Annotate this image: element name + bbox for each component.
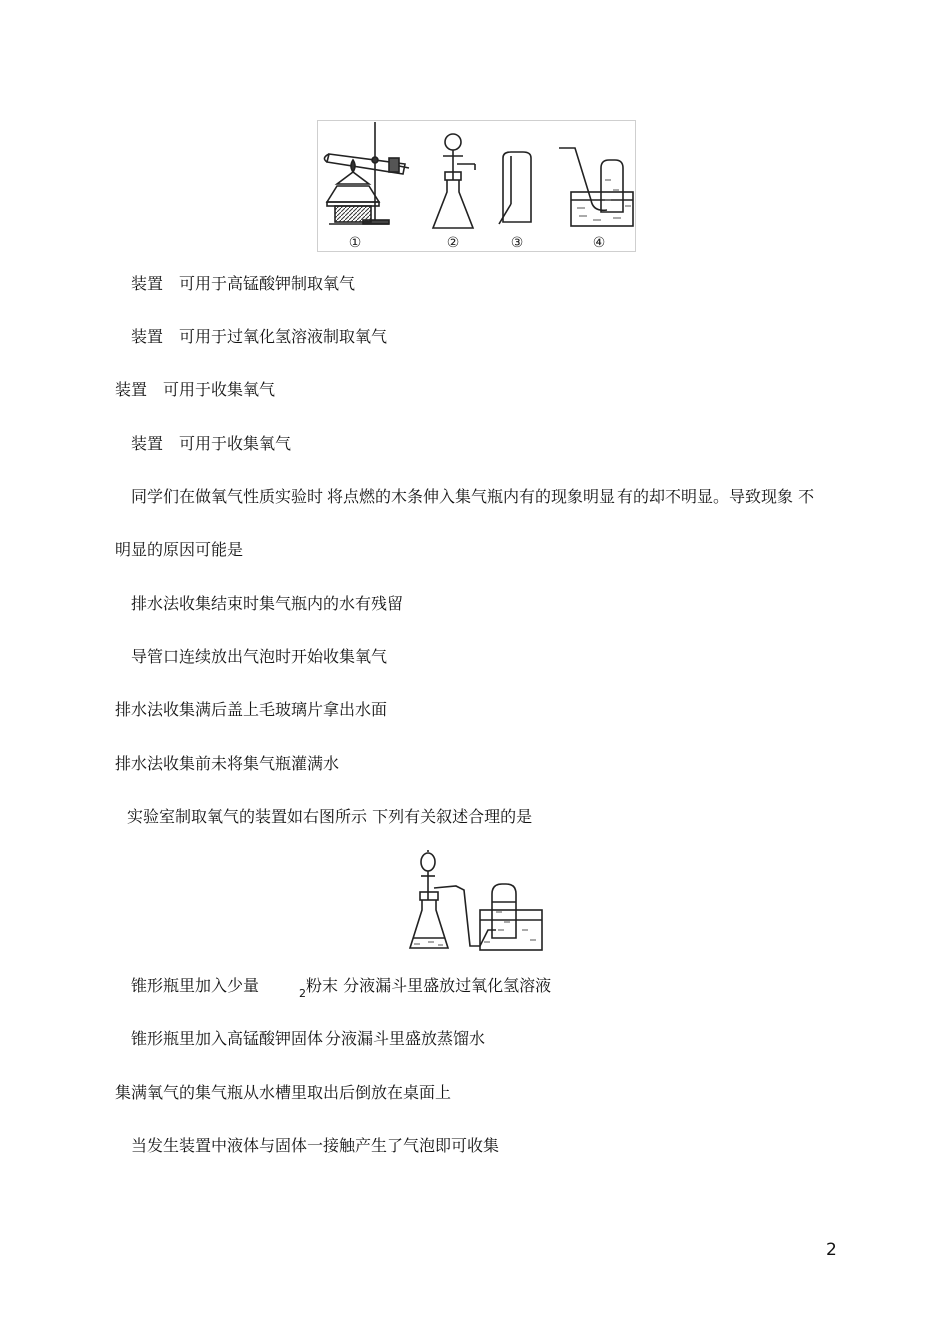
q3-option-d: 当发生装置中液体与固体一接触产生了气泡即可收集 — [131, 1136, 500, 1155]
apparatus-figure — [317, 120, 636, 252]
q2-option-d: 排水法收集前未将集气瓶灌满水 — [115, 754, 340, 773]
q3-option-a — [131, 976, 551, 998]
oxygen-prep-apparatus-figure — [408, 850, 544, 954]
q1-option-b: 装置 可用于过氧化氢溶液制取氧气 — [131, 327, 388, 346]
label-2: ② — [446, 235, 460, 251]
q1-option-c: 装置 可用于收集氧气 — [115, 380, 276, 399]
q3-option-b-part2: 分液漏斗里盛放蒸馏水 — [325, 1029, 486, 1048]
q3-option-c: 集满氧气的集气瓶从水槽里取出后倒放在桌面上 — [115, 1083, 452, 1102]
q2-stem-line1-a: 同学们在做氧气性质实验时 — [131, 487, 324, 506]
label-4: ④ — [592, 235, 606, 251]
q2-stem-line1-b: 将点燃的木条伸入集气瓶内 — [327, 487, 520, 506]
label-1: ① — [348, 235, 362, 251]
q3-option-a-subscript: 2 — [299, 987, 307, 1000]
q1-option-a: 装置 可用于高锰酸钾制取氧气 — [131, 274, 356, 293]
label-3: ③ — [510, 235, 524, 251]
q1-option-d: 装置 可用于收集氧气 — [131, 434, 292, 453]
q3-option-b-part1: 锥形瓶里加入高锰酸钾固体 — [131, 1029, 324, 1048]
q3-stem: 实验室制取氧气的装置如右图所示 下列有关叙述合理的是 — [127, 807, 533, 826]
q2-stem-line1-c: 有的现象明显 — [519, 487, 616, 506]
q3-option-a-part2: 粉末 分液漏斗里盛放过氧化氢溶液 — [306, 976, 552, 995]
q2-option-a: 排水法收集结束时集气瓶内的水有残留 — [131, 594, 404, 613]
q3-option-a-part1: 锥形瓶里加入少量 — [131, 976, 260, 995]
q2-option-b: 导管口连续放出气泡时开始收集氧气 — [131, 647, 388, 666]
q2-stem-line2: 明显的原因可能是 — [115, 540, 244, 559]
q2-stem-line1-d: 有的却不明显。导致现象 不 — [617, 487, 815, 506]
q2-option-c: 排水法收集满后盖上毛玻璃片拿出水面 — [115, 700, 388, 719]
page-number: 2 — [826, 1240, 837, 1260]
